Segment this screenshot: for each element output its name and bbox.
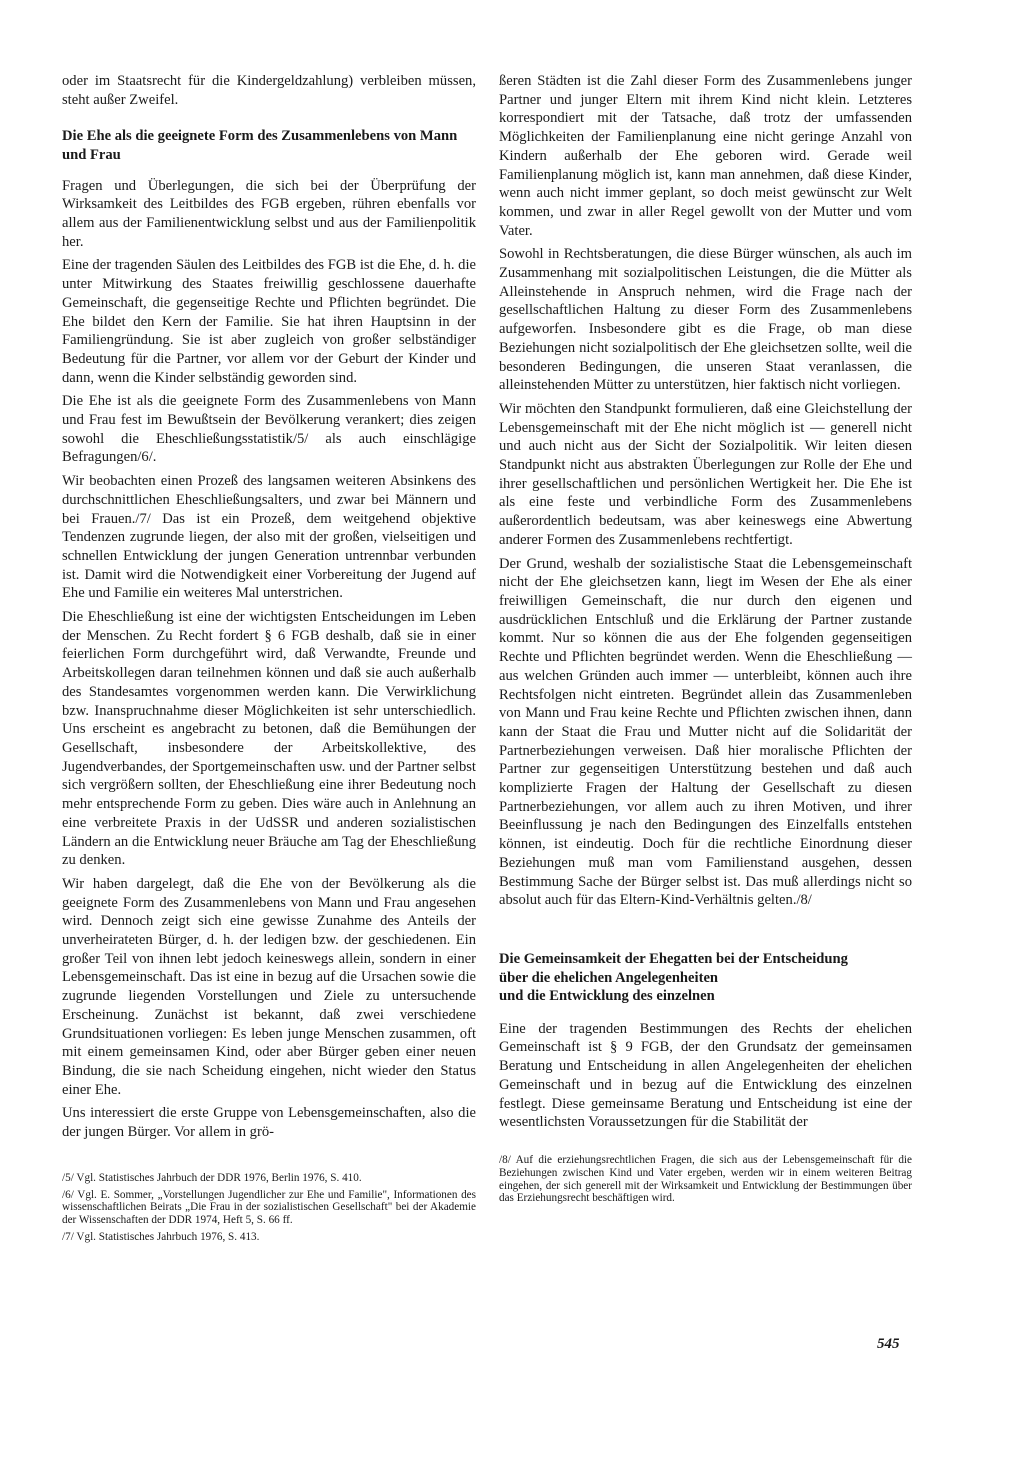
paragraph: Der Grund, weshalb der sozialistische Staat die Lebensgemeinschaft nicht der Ehe gleichsetzen kann, liegt im Wesen der Ehe als einer freiwilligen Gemeinschaft, die nur durch den eigenen und ausdrücklichen Entschluß und die Erklärung der Partner zustande kommt. Nur so können die aus der Ehe folgenden gegenseitigen Rechte und Pflichten begründet werden. Wenn die Eheschließung — aus welchen Gründen auch immer — unterbleibt, können auch ihre Rechtsfolgen nicht eintreten. Begründet allein das Zusammenleben von Mann und Frau keine Rechte und Pflichten zwischen ihnen, dann kann der Staat die Frau und Mutter nicht auf die Solidarität der Partnerbeziehungen verweisen. Daß hier moralische Pflichten der Partner zur gegenseitigen Unterstützung bestehen und daß auch komplizierte Fragen der Haltung der Gesellschaft zu diesen Partnerbeziehungen, vor allem auch zu ihren Motiven, und ihrer Beeinflussung je nach den Bedingungen des Einzelfalls entstehen können, ist eindeutig. Doch für die rechtliche Einordnung dieser Beziehungen muß man vom Familienstand ausgehen, dessen Bestimmung Sache der Bürger selbst ist. Das muß allerdings nicht so absolut auch für das Eltern-Kind-Verhältnis gelten./8/ (499, 555, 912, 909)
footnote-6: /6/ Vgl. E. Sommer, „Vorstellungen Jugendlicher zur Ehe und Familie", Informationen des wissenschaftlichen Beirats „Die Frau in der sozialistischen Gesellschaft" bei der Akademie der Wissenschaften der DDR 1974, Heft 5, S. 66 ff. (62, 1188, 476, 1227)
heading-line: über die ehelichen Angelegenheiten (499, 969, 719, 986)
paragraph: ßeren Städten ist die Zahl dieser Form des Zusammenlebens junger Partner und junger Eltern mit ihrem Kind nicht klein. Letzteres korrespondiert mit der Tatsache, daß trotz der umfassenden Möglichkeiten der Familienplanung eine nicht geringe Anzahl von Kindern außerhalb der Ehe geboren wird. Gerade weil Familienplanung möglich ist, kann man annehmen, daß diese Kinder, wenn auch nicht immer geplant, so doch meist gewünscht zur Welt kommen, und zwar in aller Regel gewollt von der Mutter und vom Vater. (499, 73, 912, 239)
section-heading (499, 950, 912, 1006)
paragraph: Eine der tragenden Bestimmungen des Rechts der ehelichen Gemeinschaft ist § 9 FGB, der den Grundsatz der gemeinsamen Beratung und Entscheidung in allen Angelegenheiten der ehelichen Gemeinschaft und in bezug auf die Entwicklung des einzelnen festlegt. Diese gemeinsame Beratung und Entscheidung ist eine der wesentlichsten Voraussetzungen für die Stabilität der (499, 1020, 912, 1131)
footnotes-left (62, 1152, 476, 1244)
footnote-8: /8/ Auf die erziehungsrechtlichen Fragen, die sich aus der Lebensgemeinschaft für die Beziehungen zwischen Kind und Vater ergeben, werden wir in einem weiteren Beitrag eingehen, der sich generell mit der Wirksamkeit und Entwicklung der Bestimmungen über das Erziehungsrecht beschäftigen wird. (499, 1153, 912, 1205)
left-column (62, 72, 476, 1248)
paragraph: oder im Staatsrecht für die Kindergeldzahlung) verbleiben müssen, steht außer Zweifel. (62, 73, 476, 108)
section-heading: Die Ehe als die geeignete Form des Zusammenlebens von Mann und Frau (62, 128, 458, 163)
paragraph: Sowohl in Rechtsberatungen, die diese Bürger wünschen, als auch im Zusammenhang mit sozialpolitischen Leistungen, die die Mütter als Alleinstehende in Anspruch nehmen, wird die Frage nach der gesellschaftlichen Haltung zu dieser Form des Zusammenlebens aufgeworfen. Insbesondere gibt es die Frage, ob man diese Beziehungen nicht sozialpolitisch der Ehe gleichsetzen sollte, weil die besonderen Bedingungen, die unseren Staat veranlassen, die alleinstehenden Mütter zu unterstützen, hier faktisch nicht vorliegen. (499, 246, 912, 394)
footnotes-right (499, 1144, 912, 1205)
paragraph: Wir haben dargelegt, daß die Ehe von der Bevölkerung als die geeignete Form des Zusammenlebens von Mann und Frau angesehen wird. Dennoch zeigt sich eine gewisse Zunahme des Anteils der unverheirateten Bürger, d. h. der ledigen bzw. der geschiedenen. Ein großer Teil von ihnen lebt jedoch keineswegs allein, sondern in einer Lebensgemeinschaft. Das ist eine in bezug auf die Ursachen sowie die zugrunde liegenden Vorstellungen und Ziele zu untersuchende Erscheinung. Zunächst ist bekannt, daß zwei verschiedene Grundsituationen vorliegen: Es leben junge Menschen zusammen, oft mit einem gemeinsamen Kind, oder aber Bürger geben einer neuen Bindung, die sie nach Scheidung eingehen, nicht wieder den Status einer Ehe. (62, 875, 476, 1098)
heading-line: Die Gemeinsamkeit der Ehegatten bei der Entscheidung (499, 950, 848, 967)
paragraph: Fragen und Überlegungen, die sich bei der Überprüfung der Wirksamkeit des Leitbildes des FGB ergeben, rühren ebenfalls vor allem aus der Familienentwicklung selbst und aus der Familienpolitik her. (62, 177, 476, 250)
paragraph: Die Ehe ist als die geeignete Form des Zusammenlebens von Mann und Frau fest im Bewußtsein der Bevölkerung verankert; dies zeigen sowohl die Eheschließungsstatistik/5/ als auch einschlägige Befragungen/6/. (62, 393, 476, 466)
heading-line: und die Entwicklung des einzelnen (499, 988, 715, 1005)
right-column (499, 72, 912, 1209)
paragraph: Eine der tragenden Säulen des Leitbildes des FGB ist die Ehe, d. h. die unter Mitwirkung des Staates freiwillig geschlossene dauerhafte Gemeinschaft, die gegenseitige Rechte und Pflichten begründet. Die Ehe bildet den Kern der Familie. Sie hat ihren Hauptsinn in der Familiengründung. Sie ist aber zugleich von großer selbständiger Bedeutung für die Partner, vor allem vor der Geburt der Kinder und dann, wenn die Kinder selbständig geworden sind. (62, 257, 476, 386)
paragraph: Wir beobachten einen Prozeß des langsamen weiteren Absinkens des durchschnittlichen Eheschließungsalters, und zwar bei Männern und bei Frauen./7/ Das ist ein Prozeß, dem weitgehend objektive Tendenzen zugrunde liegen, der also mit der großen, vielseitigen und schnellen Entwicklung der jungen Generation untrennbar verbunden ist. Damit wird die Notwendigkeit einer Vorbereitung der Jugend auf Ehe und Familie ein weiteres Mal unterstrichen. (62, 473, 476, 602)
paragraph: Die Eheschließung ist eine der wichtigsten Entscheidungen im Leben der Menschen. Zu Recht fordert § 6 FGB deshalb, daß sie in einer feierlichen Form durchgeführt wird, daß Verwandte, Freunde und Arbeitskollegen daran teilnehmen können und daß sie auch außerhalb des Standesamtes vorgenommen werden kann. Die Verwirklichung bzw. Inanspruchnahme dieser Möglichkeiten ist sehr unterschiedlich. Uns erscheint es angebracht zu betonen, daß die Bemühungen der Gesellschaft, insbesondere der Arbeitskollektive, des Jugendverbandes, der Sportgemeinschaften usw. und der Partner selbst sich vergrößern sollten, der Eheschließung eine ihrer Bedeutung noch mehr entsprechende Form zu geben. Dies wäre auch in Anlehnung an eine verbreitete Praxis in der UdSSR und anderen sozialistischen Ländern an die Entwicklung neuer Bräuche am Tag der Eheschließung zu denken. (62, 609, 476, 869)
footnote-7: /7/ Vgl. Statistisches Jahrbuch 1976, S. 413. (62, 1230, 260, 1243)
page-number: 545 (877, 1336, 900, 1352)
footnote-5: /5/ Vgl. Statistisches Jahrbuch der DDR 1976, Berlin 1976, S. 410. (62, 1171, 362, 1184)
paragraph: Uns interessiert die erste Gruppe von Lebensgemeinschaften, also die der jungen Bürger. Vor allem in grö- (62, 1105, 476, 1141)
paragraph: Wir möchten den Standpunkt formulieren, daß eine Gleichstellung der Lebensgemeinschaft mit der Ehe nicht möglich ist — generell nicht und auch nicht aus der Sicht der Sozialpolitik. Wir leiten diesen Standpunkt nicht aus abstrakten Überlegungen zur Rolle der Ehe und ihrer gesellschaftlichen und persönlichen Wertigkeit her. Die Ehe ist als eine feste und verbindliche Form des Zusammenlebens außerordentlich bedeutsam, was aber keineswegs eine Abwertung anderer Formen des Zusammenlebens rechtfertigt. (499, 400, 912, 548)
